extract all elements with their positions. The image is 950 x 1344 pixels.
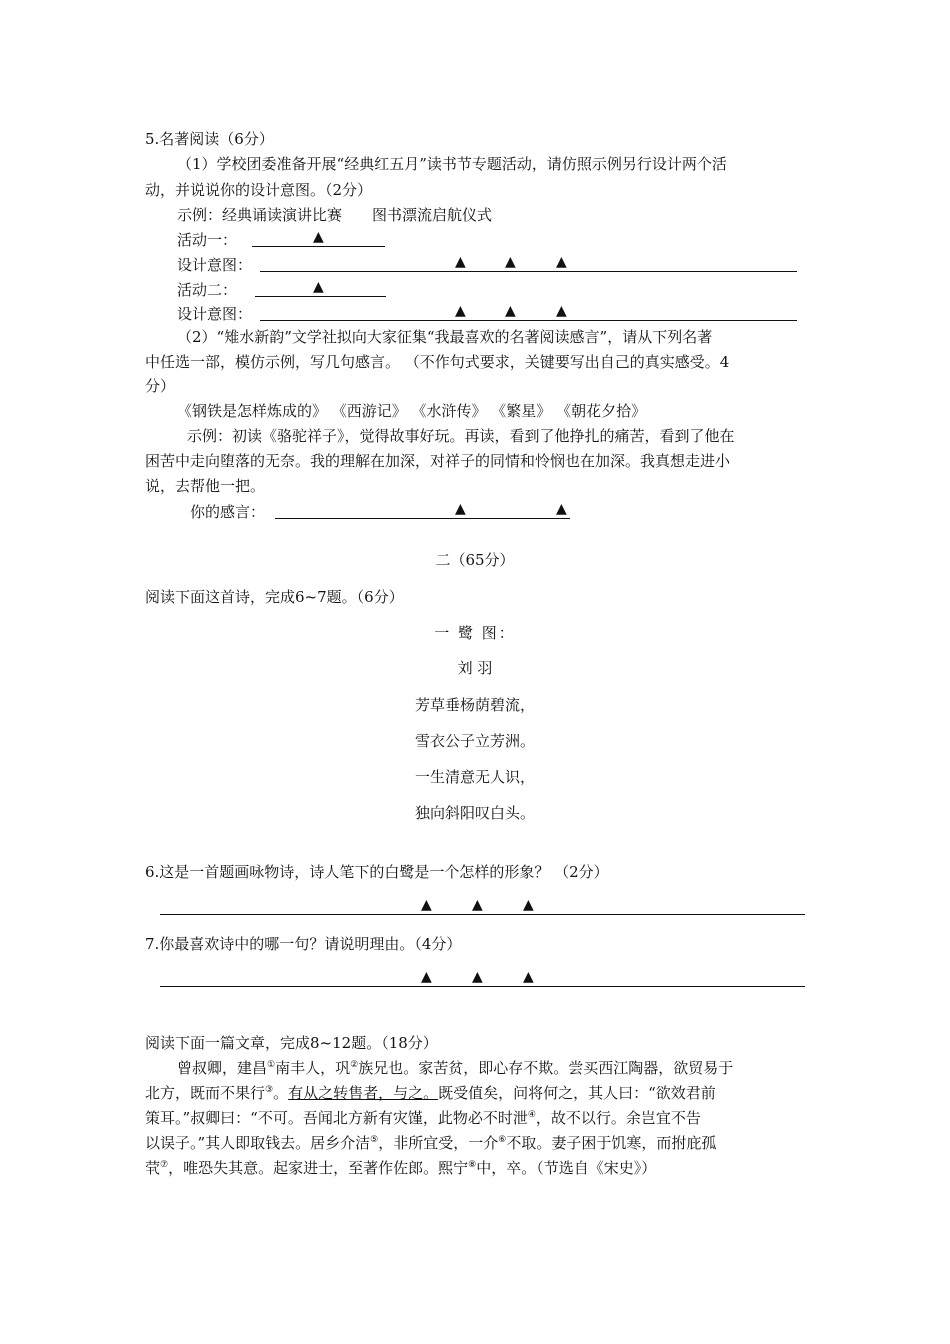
q5-p2-line1: （2）“雉水新韵”文学社拟向大家征集“我最喜欢的名著阅读感言”，请从下列名著 [177,328,713,346]
answer-mark-icon: ▲ [455,303,466,319]
poem-title: 一 鹭 图： [434,624,516,642]
answer-mark-icon: ▲ [556,254,567,270]
answer-mark-icon: ▲ [472,969,483,985]
section-heading: 二（65分） [435,551,515,569]
footnote-marker: ② [350,1060,359,1070]
answer-mark-icon: ▲ [421,897,432,913]
example-line2: 困苦中走向堕落的无奈。我的理解在加深，对祥子的同情和怜悯也在加深。我真想走进小 [145,452,731,470]
question-7: 7.你最喜欢诗中的哪一句？请说明理由。（4分） [145,935,462,953]
your-thoughts-label: 你的感言： [190,503,266,521]
example-line1: 示例：初读《骆驼祥子》，觉得故事好玩。再读，看到了他挣扎的痛苦，看到了他在 [187,427,735,445]
q5-p1-line2: 动，并说说你的设计意图。（2分） [145,181,373,199]
poem-intro: 阅读下面这首诗，完成6~7题。（6分） [145,588,404,606]
activity2-blank[interactable] [255,296,386,297]
q5-p1-line1: （1）学校团委准备开展“经典红五月”读书节专题活动，请仿照示例另行设计两个活 [177,155,727,173]
activity1-label: 活动一： [177,231,238,249]
poem-line: 雪衣公子立芳洲。 [414,732,535,750]
footnote-marker: ① [267,1060,276,1070]
passage-line4: 以误子。”其人即取钱去。居乡介洁⑤，非所宜受，一介⑥不取。妻子困于饥寒，而拊庇孤 [145,1134,717,1152]
footnote-marker: ⑧ [468,1160,477,1170]
q5-title: 5.名著阅读（6分） [145,130,274,148]
intent2-label: 设计意图： [177,305,253,323]
footnote-marker: ③ [265,1085,274,1095]
answer-mark-icon: ▲ [421,969,432,985]
footnote-marker: ④ [527,1110,536,1120]
answer-mark-icon: ▲ [455,501,466,517]
activity1-blank[interactable] [252,246,385,247]
answer-mark-icon: ▲ [556,501,567,517]
underlined-sentence: 有从之转售者，与之。 [288,1084,439,1102]
passage-line3: 策耳。”叔卿曰：“不可。吾闻北方新有灾馑，此物必不时泄④，故不以行。余岂宜不告 [145,1109,701,1127]
q6-answer-blank[interactable] [160,914,805,915]
poem-line: 芳草垂杨荫碧流， [414,696,535,714]
q5-example: 示例：经典诵读演讲比赛 图书漂流启航仪式 [177,206,493,224]
answer-mark-icon: ▲ [472,897,483,913]
answer-mark-icon: ▲ [523,897,534,913]
poem-line: 独向斜阳叹白头。 [414,804,535,822]
passage-line5: 茕⑦，唯恐失其意。起家进士，至著作佐郎。熙宁⑧中，卒。（节选自《宋史》） [145,1159,657,1177]
answer-mark-icon: ▲ [313,229,324,245]
intent1-blank[interactable] [260,271,797,272]
footnote-marker: ⑥ [498,1135,507,1145]
passage-intro: 阅读下面一篇文章，完成8~12题。（18分） [145,1034,438,1052]
question-6: 6.这是一首题画咏物诗，诗人笔下的白鹭是一个怎样的形象？ （2分） [145,863,609,881]
footnote-marker: ⑦ [160,1160,169,1170]
intent2-blank[interactable] [260,320,797,321]
example-line3: 说，去帮他一把。 [145,477,266,495]
q7-answer-blank[interactable] [160,986,805,987]
activity2-label: 活动二： [177,281,238,299]
answer-mark-icon: ▲ [556,303,567,319]
your-thoughts-blank[interactable] [275,518,570,519]
footnote-marker: ⑤ [370,1135,379,1145]
intent1-label: 设计意图： [177,256,253,274]
answer-mark-icon: ▲ [313,279,324,295]
poem-author: 刘 羽 [457,659,493,677]
answer-mark-icon: ▲ [505,303,516,319]
q5-p2-line3: 分） [145,377,176,395]
passage-line1: 曾叔卿，建昌①南丰人，巩②族兄也。家苦贫，即心存不欺。尝买西江陶器，欲贸易于 [177,1059,734,1077]
q5-p2-line2: 中任选一部，模仿示例，写几句感言。 （不作句式要求，关键要写出自己的真实感受。4 [145,353,730,371]
answer-mark-icon: ▲ [523,969,534,985]
answer-mark-icon: ▲ [455,254,466,270]
book-list: 《钢铁是怎样炼成的》 《西游记》 《水浒传》 《繁星》 《朝花夕拾》 [177,402,647,420]
poem-line: 一生清意无人识， [414,768,535,786]
answer-mark-icon: ▲ [505,254,516,270]
passage-line2: 北方，既而不果行③。有从之转售者，与之。既受值矣，问将何之，其人曰：“欲效君前 [145,1084,716,1102]
